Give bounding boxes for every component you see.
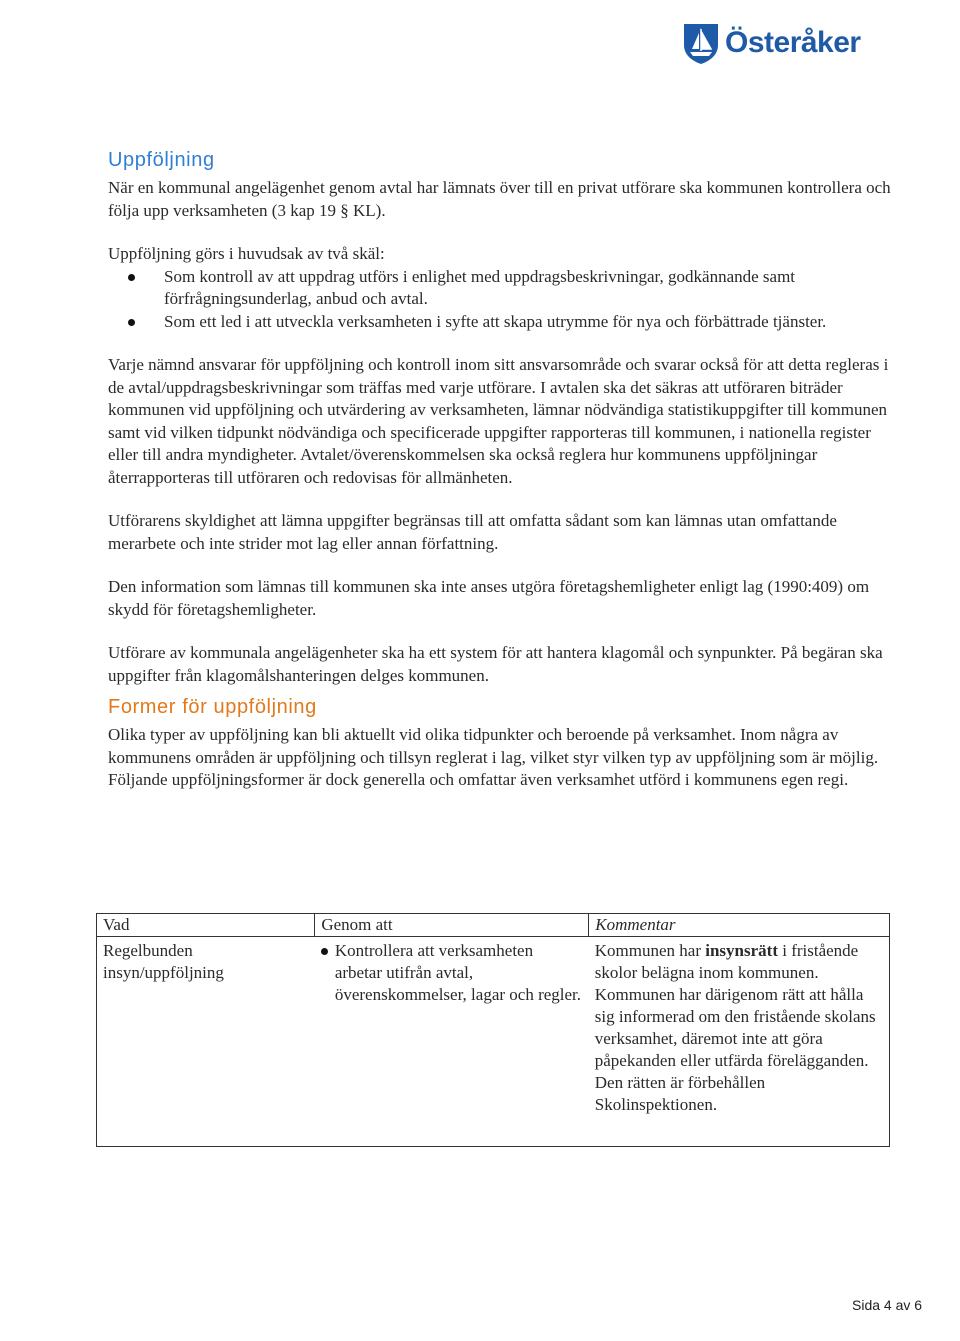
table-cell-text: Kontrollera att verksamheten arbetar utifrån avtal, överenskommelser, lagar och regler. [334, 941, 582, 1004]
section-heading-uppfoljning: Uppföljning [108, 149, 215, 171]
page-number: Sida 4 av 6 [852, 1297, 923, 1313]
osteraker-logo [681, 20, 891, 66]
list-item-text: Som ett led i att utveckla verksamheten i syfte att skapa utrymme för nya och förbättrade tjänster. [164, 311, 827, 331]
bullet-list [108, 266, 893, 334]
column-header-vad: Vad [97, 914, 315, 937]
bullet-icon [128, 274, 135, 281]
shield-boat-icon [681, 21, 721, 65]
section-heading-former: Former för uppföljning [108, 696, 317, 718]
kommentar-emphasis: insynsrätt [705, 941, 778, 960]
paragraph: Utförare av kommunala angelägenheter ska ha ett system för att hantera klagomål och synpunkter. På begäran ska uppgifter från klagomålshanteringen delges kommunen. [108, 643, 883, 685]
column-header-kommentar: Kommentar [589, 914, 890, 937]
kommentar-text: Kommunen har [594, 941, 706, 960]
paragraph: När en kommunal angelägenhet genom avtal har lämnats över till en privat utförare ska kommunen kontrollera och följa upp verksamheten (3 kap 19 § KL). [108, 178, 891, 220]
uppfoljning-table [96, 913, 890, 1147]
table-header-row [97, 914, 890, 937]
list-item-text: Som kontroll av att uppdrag utförs i enlighet med uppdragsbeskrivningar, godkännande samt förfrågningsunderlag, anbud och avtal. [164, 266, 796, 308]
table-cell-kommentar [589, 937, 890, 1147]
table-cell-vad: Regelbunden insyn/uppföljning [97, 937, 315, 1147]
bullet-icon [321, 948, 328, 955]
document-body [108, 148, 893, 813]
logo-wordmark: Österåker [725, 26, 861, 59]
paragraph: Utförarens skyldighet att lämna uppgifter begränsas till att omfatta sådant som kan lämnas utan omfattande merarbete och inte strider mot lag eller annan författning. [108, 511, 837, 553]
list-item [108, 311, 893, 334]
table-cell-genom-att [315, 937, 589, 1147]
table-row [97, 937, 890, 1147]
paragraph: Den information som lämnas till kommunen ska inte anses utgöra företagshemligheter enligt lag (1990:409) om skydd för företagshemligheter. [108, 577, 870, 619]
bullet-icon [128, 319, 135, 326]
paragraph: Olika typer av uppföljning kan bli aktuellt vid olika tidpunkter och beroende på verksamhet. Inom några av kommunens områden är uppföljning och tillsyn reglerat i lag, vilket styr vilken typ av uppföljning som är möjlig. Följande uppföljningsformer är dock generella och omfattar även verksamhet utförd i kommunens egen regi. [108, 725, 879, 789]
kommentar-text-rest: i fristående skolor belägna inom kommunen. Kommunen har därigenom rätt att hålla sig informerad om den fristående skolans verksamhet, däremot inte att göra påpekanden eller utfärda förelägganden. Den rätten är förbehållen Skolinspektionen. [594, 941, 876, 1114]
column-header-genom-att: Genom att [315, 914, 589, 937]
paragraph: Varje nämnd ansvarar för uppföljning och kontroll inom sitt ansvarsområde och svarar också för att detta regleras i de avtal/uppdragsbeskrivningar som träffas med varje utförare. I avtalen ska det säkras att utföraren biträder kommunen vid uppföljning och utvärdering av verksamheten, lämnar nödvändiga statistikuppgifter till kommunen samt vid vilken tidpunkt nödvändiga och specificerade uppgifter rapporteras till kommunen, i nationella register eller till andra myndigheter. Avtalet/överenskommelsen ska också reglera hur kommunens uppföljningar återrapporteras till utföraren och redovisas för allmänheten. [108, 355, 889, 487]
list-item [108, 266, 893, 311]
paragraph-intro: Uppföljning görs i huvudsak av två skäl: [108, 244, 385, 263]
